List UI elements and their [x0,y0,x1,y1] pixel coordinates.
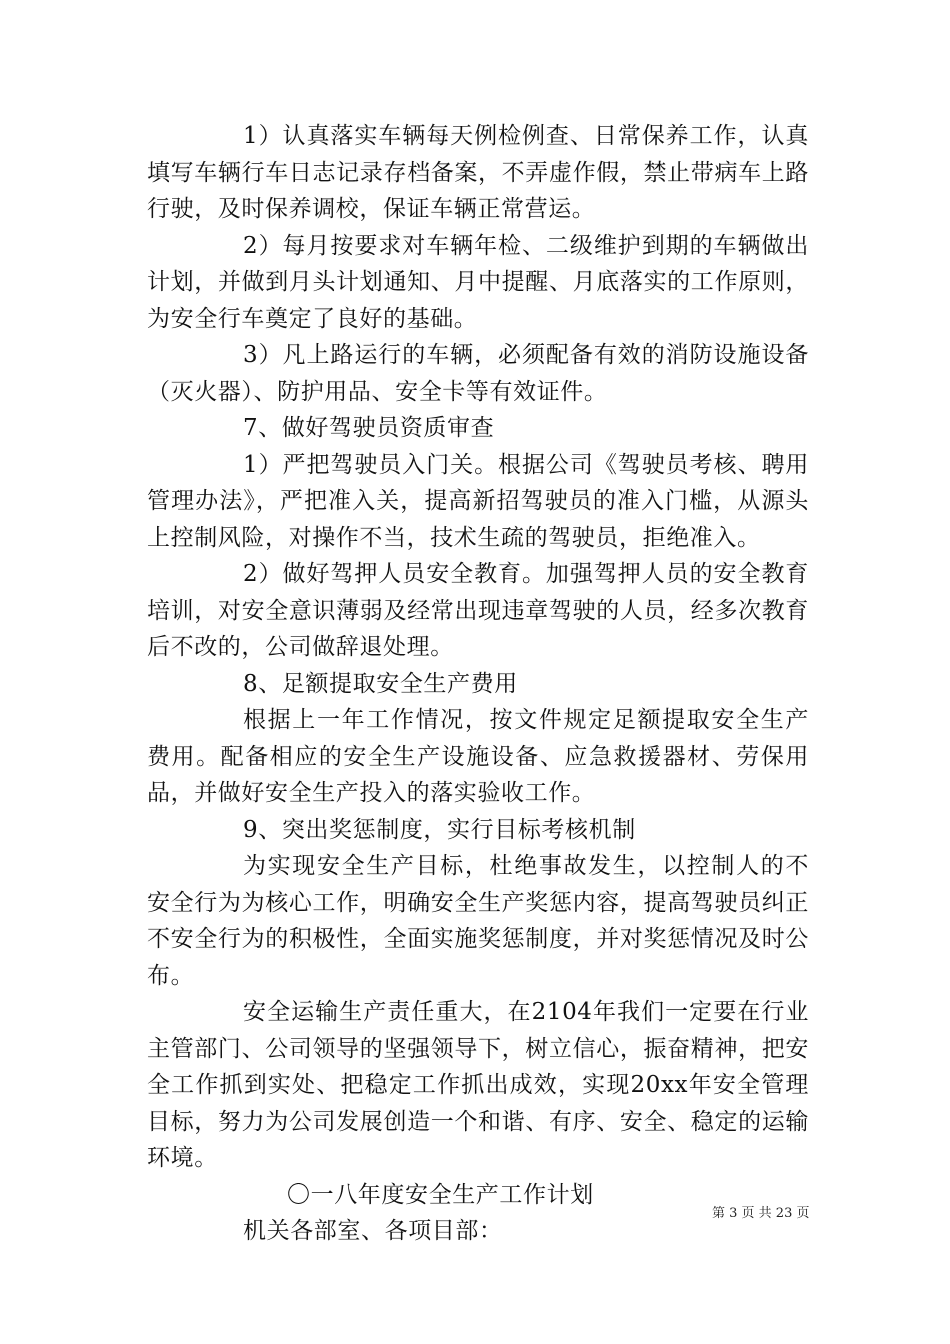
paragraph-driver-entry: 1）严把驾驶员入门关。根据公司《驾驶员考核、聘用管理办法》，严把准入关，提高新招驾驶员的准入门槛，从源头上控制风险，对操作不当，技术生疏的驾驶员，拒绝准入。 [147,451,809,551]
page-number-footer: 第 3 页 共 23 页 [712,1206,810,1221]
section-heading-safety-funds: 8、足额提取安全生产费用 [243,670,518,697]
paragraph-fire-equipment: 3）凡上路运行的车辆，必须配备有效的消防设施设备（灭火器）、防护用品、安全卡等有效证件。 [147,342,809,405]
paragraph-rewards: 为实现安全生产目标，杜绝事故发生，以控制人的不安全行为为核心工作，明确安全生产奖惩内容，提高驾驶员纠正不安全行为的积极性，全面实施奖惩制度，并对奖惩情况及时公布。 [147,853,809,989]
document-body [147,118,809,1250]
document-title: 〇一八年度安全生产工作计划 [287,1181,594,1208]
paragraph-safety-funds: 根据上一年工作情况，按文件规定足额提取安全生产费用。配备相应的安全生产设施设备、应急救援器材、劳保用品，并做好安全生产投入的落实验收工作。 [147,707,809,806]
paragraph-vehicle-inspection: 1）认真落实车辆每天例检例查、日常保养工作，认真填写车辆行车日志记录存档备案，不弄虚作假，禁止带病车上路行驶，及时保养调校，保证车辆正常营运。 [147,123,809,222]
salutation: 机关各部室、各项目部： [243,1218,503,1244]
paragraph-escort-education: 2）做好驾押人员安全教育。加强驾押人员的安全教育培训，对安全意识薄弱及经常出现违章驾驶的人员，经多次教育后不改的，公司做辞退处理。 [147,561,809,660]
paragraph-monthly-maintenance: 2）每月按要求对车辆年检、二级维护到期的车辆做出计划，并做到月头计划通知、月中提醒、月底落实的工作原则，为安全行车奠定了良好的基础。 [147,232,809,332]
section-heading-driver-qualification: 7、做好驾驶员资质审查 [243,415,495,441]
section-heading-rewards: 9、突出奖惩制度，实行目标考核机制 [243,816,636,843]
paragraph-conclusion: 安全运输生产责任重大，在2104年我们一定要在行业主管部门、公司领导的坚强领导下，树立信心，振奋精神，把安全工作抓到实处、把稳定工作抓出成效，实现20xx年安全管理目标，努力为公司发展创造一个和谐、有序、安全、稳定的运输环境。 [147,999,809,1171]
